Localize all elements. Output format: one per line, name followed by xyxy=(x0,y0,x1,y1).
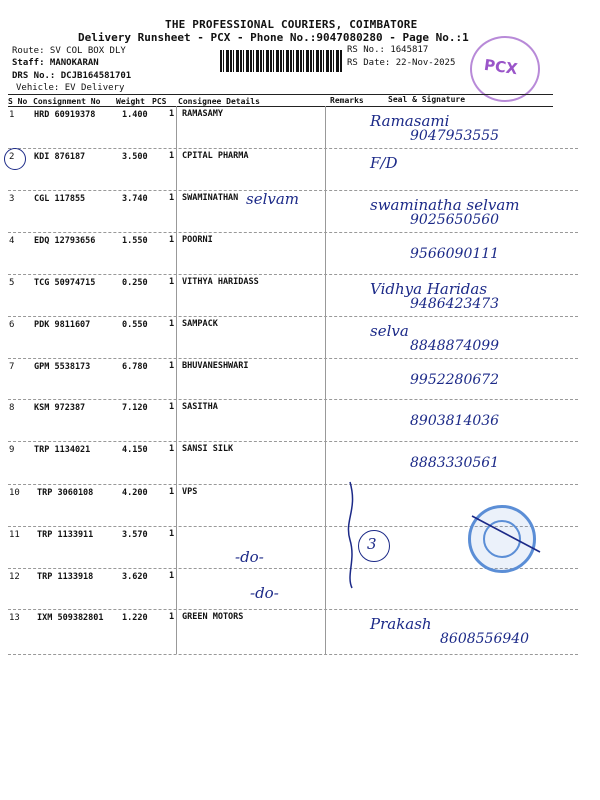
runsheet-subtitle: Delivery Runsheet - PCX - Phone No.:9047080280 - Page No.:1 xyxy=(78,31,469,44)
header-top-rule xyxy=(8,94,553,95)
row-pcs: 1 xyxy=(169,277,175,287)
row-weight: 0.250 xyxy=(122,278,148,288)
col-weight: Weight xyxy=(116,97,145,106)
row-2-circle-mark xyxy=(4,148,26,170)
col-pcs: PCS xyxy=(152,97,167,106)
row-sno: 4 xyxy=(9,236,15,246)
col-sno: S No xyxy=(8,97,28,106)
row-divider xyxy=(8,148,578,149)
row-phone: 9047953555 xyxy=(410,128,500,144)
route-label: Route: SV COL BOX DLY xyxy=(12,46,126,56)
row-phone: 8848874099 xyxy=(410,338,500,354)
row-consignment-no: TRP 3060108 xyxy=(37,488,94,498)
row-pcs: 1 xyxy=(169,109,175,119)
row-consignment-no: EDQ 12793656 xyxy=(34,236,96,246)
row-consignment-no: TCG 50974715 xyxy=(34,278,96,288)
row-weight: 4.200 xyxy=(122,488,148,498)
company-title: THE PROFESSIONAL COURIERS, COIMBATORE xyxy=(165,18,418,31)
row-weight: 6.780 xyxy=(122,362,148,372)
table-row xyxy=(0,234,600,274)
row-sno: 9 xyxy=(9,445,15,455)
row-signature: Vidhya Haridas xyxy=(370,280,488,298)
table-row xyxy=(0,192,600,232)
row-sno: 8 xyxy=(9,403,15,413)
row-consignee: SAMPACK xyxy=(182,319,218,329)
row-consignee: SASITHA xyxy=(182,402,218,412)
handwritten-bracket xyxy=(340,480,362,590)
row-pcs: 1 xyxy=(169,402,175,412)
row-signature: F/D xyxy=(370,154,398,172)
row-phone: 9486423473 xyxy=(410,296,500,312)
row-divider xyxy=(8,609,578,610)
row-consignment-no: TRP 1133911 xyxy=(37,530,94,540)
row-consignee: VPS xyxy=(182,487,198,497)
drs-label: DRS No.: DCJB164581701 xyxy=(12,71,132,81)
row-signature: Ramasami xyxy=(370,112,450,130)
row-sno: 7 xyxy=(9,362,15,372)
row-sno: 10 xyxy=(9,488,20,498)
table-row xyxy=(0,360,600,400)
row-pcs: 1 xyxy=(169,235,175,245)
row-weight: 1.400 xyxy=(122,110,148,120)
table-row xyxy=(0,108,600,148)
row-weight: 1.220 xyxy=(122,613,148,623)
seal-strike-mark xyxy=(470,512,550,562)
row-consignee: VITHYA HARIDASS xyxy=(182,277,259,287)
handwritten-count: 3 xyxy=(367,535,377,553)
row-weight: 4.150 xyxy=(122,445,148,455)
handwritten-ditto-11: -do- xyxy=(235,548,264,566)
row-weight: 7.120 xyxy=(122,403,148,413)
row-weight: 3.570 xyxy=(122,530,148,540)
row-pcs: 1 xyxy=(169,193,175,203)
table-bottom-rule xyxy=(8,654,578,655)
row-consignment-no: TRP 1134021 xyxy=(34,445,91,455)
row-divider xyxy=(8,232,578,233)
table-row xyxy=(0,276,600,316)
row-divider xyxy=(8,358,578,359)
row-consignment-no: CGL 117855 xyxy=(34,194,86,204)
row-signature: Prakash xyxy=(370,615,432,633)
row-weight: 3.620 xyxy=(122,572,148,582)
pcx-stamp-text: PCX xyxy=(482,55,519,79)
barcode-image xyxy=(220,50,342,72)
row-sno: 1 xyxy=(9,110,15,120)
col-seal-signature: Seal & Signature xyxy=(388,95,466,104)
row-pcs: 1 xyxy=(169,571,175,581)
row-consignee: BHUVANESHWARI xyxy=(182,361,249,371)
row-weight: 3.740 xyxy=(122,194,148,204)
row-phone: 9566090111 xyxy=(410,246,500,262)
staff-label: Staff: MANOKARAN xyxy=(12,58,99,68)
row-divider xyxy=(8,441,578,442)
row-consignment-no: PDK 9811607 xyxy=(34,320,91,330)
row-pcs: 1 xyxy=(169,487,175,497)
row-weight: 3.500 xyxy=(122,152,148,162)
rs-number: RS No.: 1645817 xyxy=(347,45,429,55)
table-row xyxy=(0,150,600,190)
rs-date: RS Date: 22-Nov-2025 xyxy=(347,58,456,68)
row-pcs: 1 xyxy=(169,444,175,454)
row-sno: 2 xyxy=(9,152,15,162)
row-phone: 8903814036 xyxy=(410,413,500,429)
row-sno: 3 xyxy=(9,194,15,204)
row-consignment-no: HRD 60919378 xyxy=(34,110,96,120)
pcx-stamp xyxy=(470,36,540,102)
row-consignee: GREEN MOTORS xyxy=(182,612,244,622)
row-pcs: 1 xyxy=(169,529,175,539)
row-sno: 12 xyxy=(9,572,20,582)
row-pcs: 1 xyxy=(169,151,175,161)
row-phone: 8608556940 xyxy=(440,631,530,647)
row-consignee: SWAMINATHAN xyxy=(182,193,239,203)
table-row xyxy=(0,318,600,358)
row-consignment-no: IXM 509382801 xyxy=(37,613,104,623)
row-signature: swaminatha selvam xyxy=(370,196,520,214)
row-consignment-no: KDI 876187 xyxy=(34,152,86,162)
row-divider xyxy=(8,399,578,400)
table-row xyxy=(0,401,600,441)
row-divider xyxy=(8,484,578,485)
row-consignment-no: TRP 1133918 xyxy=(37,572,94,582)
col-consignment: Consignment No xyxy=(33,97,101,106)
row-weight: 1.550 xyxy=(122,236,148,246)
handwritten-count-circle xyxy=(358,530,390,562)
table-row xyxy=(0,570,600,610)
row-weight: 0.550 xyxy=(122,320,148,330)
col-consignee: Consignee Details xyxy=(178,97,260,106)
vehicle-label: Vehicle: EV Delivery xyxy=(16,83,125,93)
row-divider xyxy=(8,316,578,317)
col-remarks: Remarks xyxy=(330,96,364,105)
row-pcs: 1 xyxy=(169,361,175,371)
table-row xyxy=(0,443,600,483)
row-divider xyxy=(8,274,578,275)
row-consignee: SANSI SILK xyxy=(182,444,234,454)
row-sno: 5 xyxy=(9,278,15,288)
handwritten-ditto-12: -do- xyxy=(250,584,279,602)
row-consignee: CPITAL PHARMA xyxy=(182,151,249,161)
handwritten-selvam: selvam xyxy=(246,190,300,208)
row-sno: 6 xyxy=(9,320,15,330)
row-signature: selva xyxy=(370,322,409,340)
row-phone: 8883330561 xyxy=(410,455,500,471)
row-consignment-no: KSM 972387 xyxy=(34,403,86,413)
row-consignment-no: GPM 5538173 xyxy=(34,362,91,372)
row-consignee: POORNI xyxy=(182,235,213,245)
header-bottom-rule xyxy=(8,106,553,107)
row-phone: 9025650560 xyxy=(410,212,500,228)
row-phone: 9952280672 xyxy=(410,372,500,388)
row-sno: 11 xyxy=(9,530,20,540)
row-pcs: 1 xyxy=(169,612,175,622)
row-pcs: 1 xyxy=(169,319,175,329)
row-sno: 13 xyxy=(9,613,20,623)
row-consignee: RAMASAMY xyxy=(182,109,223,119)
table-row xyxy=(0,611,600,651)
